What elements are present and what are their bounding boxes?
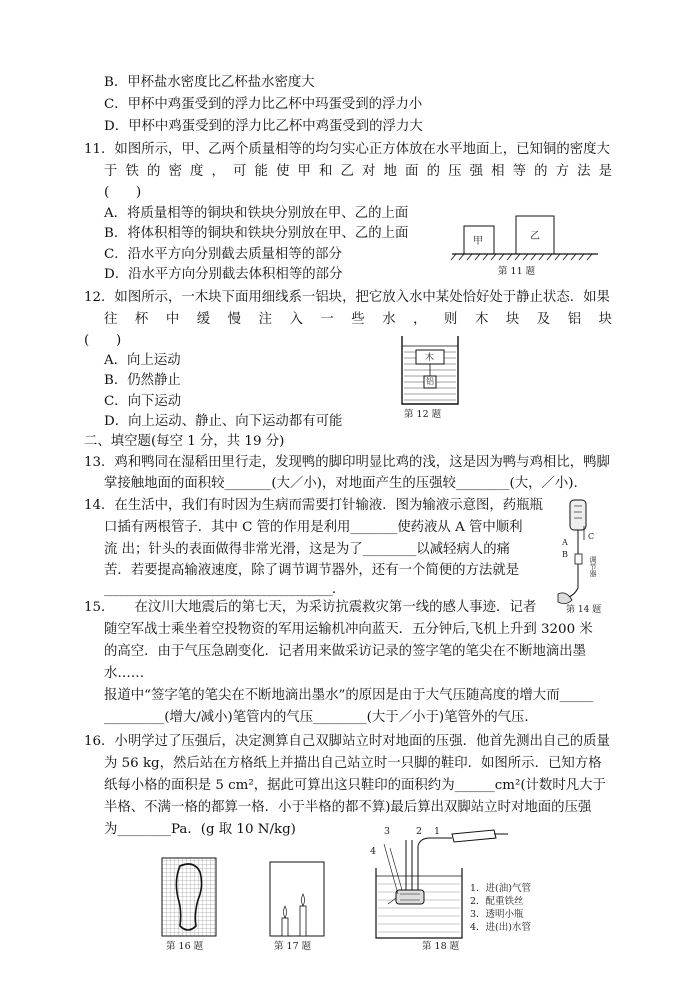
q11-option-c: C．沿水平方向分别截去质量相等的部分 xyxy=(104,247,342,262)
figure-11 xyxy=(448,204,608,277)
fig18-num-1: 1 xyxy=(434,826,441,837)
q12-option-b: B．仍然静止 xyxy=(104,373,181,388)
fig18-num-2: 2 xyxy=(416,826,423,837)
figure-14 xyxy=(552,496,612,614)
q12-option-d: D．向上运动、静止、向下运动都有可能 xyxy=(104,414,343,429)
q15-line1: 15． 在汶川大地震后的第七天，为采访抗震救灾第一线的感人事迹．记者 xyxy=(84,600,537,615)
q16-line2: 为 56 kg，然后站在方格纸上并描出自己站立时一只脚的鞋印．如图所示．已知方格 xyxy=(104,756,602,771)
q11-line3: ( ) xyxy=(104,185,142,200)
q12-line1: 12．如图所示，一木块下面用细线系一铝块，把它放入水中某处恰好处于静止状态．如果 xyxy=(84,290,610,305)
fig11-label-yi: 乙 xyxy=(530,231,540,242)
fig11-label-jia: 甲 xyxy=(473,236,483,247)
fig18-caption: 第 18 题 xyxy=(422,941,460,952)
q15-line4: 水…… xyxy=(104,666,145,681)
q14-line2: 口插有两根管子．其中 C 管的作用是利用_______使药液从 A 管中顺利 xyxy=(104,520,523,535)
q12-line2: 往 杯 中 缓 慢 注 入 一 些 水 ， 则 木 块 及 铝 块 xyxy=(104,312,612,327)
fig12-caption: 第 12 题 xyxy=(404,409,442,420)
figure-16 xyxy=(158,856,220,950)
q16-line4: 半格、不满一格的都算一格．小于半格的都不算)最后算出双脚站立时对地面的压强 xyxy=(104,800,592,815)
q16-line1: 16．小明学过了压强后，决定测算自己双脚站立时对地面的压强．他首先测出自己的质量 xyxy=(84,734,610,749)
prev-option-b: B．甲杯盐水密度比乙杯盐水密度大 xyxy=(104,75,315,90)
fig14-label-c: C xyxy=(588,532,595,541)
fig18-num-3: 3 xyxy=(384,826,391,837)
section-fill-in-title: 二、填空题(每空 1 分，共 19 分) xyxy=(84,434,285,449)
fig18-legend-1: 1．进(油)气管 xyxy=(470,883,531,894)
fig11-caption: 第 11 题 xyxy=(498,266,536,277)
q11-option-b: B．将体积相等的铜块和铁块分别放在甲、乙的上面 xyxy=(104,226,409,241)
q16-line5: 为________Pa．(g 取 10 N/kg) xyxy=(104,822,296,837)
q11-option-a: A．将质量相等的铜块和铁块分别放在甲、乙的上面 xyxy=(104,206,409,221)
fig14-caption: 第 14 题 xyxy=(566,605,602,615)
prev-option-d: D．甲杯中鸡蛋受到的浮力比乙杯中鸡蛋受到的浮力大 xyxy=(104,119,423,134)
q14-line3: 流 出；针头的表面做得非常光滑，这是为了________以减轻病人的痛 xyxy=(104,542,510,557)
q14-line1: 14．在生活中，我们有时因为生病而需要打针输液．图为输液示意图，药瓶瓶 xyxy=(84,498,543,513)
fig18-num-4: 4 xyxy=(370,846,377,857)
q11-line1: 11．如图所示，甲、乙两个质量相等的均匀实心正方体放在水平地面上，已知铜的密度大 xyxy=(84,142,610,157)
q12-option-c: C．向下运动 xyxy=(104,394,182,409)
fig18-legend-3: 3．透明小瓶 xyxy=(470,909,524,920)
q11-line2: 于 铁 的 密 度 ， 可 能 使 甲 和 乙 对 地 面 的 压 强 相 等 的 方 法 是 xyxy=(104,164,612,179)
q12-option-a: A．向上运动 xyxy=(104,353,181,368)
q15-line5: 报道中“签字笔的笔尖在不断地滴出墨水”的原因是由于大气压随高度的增大而_____ xyxy=(104,688,594,703)
q13-line1: 13．鸡和鸭同在湿稻田里行走，发现鸭的脚印明显比鸡的浅，这是因为鸭与鸡相比，鸭脚 xyxy=(84,455,610,470)
fig12-label-wood: 木 xyxy=(425,353,435,363)
q11-option-d: D．沿水平方向分别截去体积相等的部分 xyxy=(104,267,343,282)
figure-18 xyxy=(362,824,612,952)
fig14-label-b: B xyxy=(562,550,568,559)
fig14-label-regulator: 调节器 xyxy=(589,556,597,577)
q14-line4: 苦．若要提高输液速度，除了调节调节器外，还有一个简便的方法就是 xyxy=(104,563,520,578)
figure-17 xyxy=(264,858,330,950)
q12-line3: ( ) xyxy=(84,333,122,348)
fig18-legend-4: 4．进(出)水管 xyxy=(470,922,531,933)
q13-line2: 掌接触地面的面积较_______(大／小)，对地面产生的压强较________(大，／小). xyxy=(104,476,578,491)
fig14-label-a: A xyxy=(562,538,568,547)
q14-line5: ________________________________________． xyxy=(104,582,345,597)
fig17-caption: 第 17 题 xyxy=(274,941,312,952)
q15-line6: _________(增大/减小)笔管内的气压________(大于／小于)笔管外的气压． xyxy=(104,710,538,725)
q15-line3: 的高空．由于气压急剧变化．记者用来做采访记录的签字笔的笔尖在不断地滴出墨 xyxy=(104,644,587,659)
figure-12 xyxy=(396,332,466,420)
fig12-label-aluminum: 铝 xyxy=(426,377,434,386)
q16-line3: 纸每小格的面积是 5 cm²，据此可算出这只鞋印的面积约为______cm²(计数时凡大于 xyxy=(104,778,606,793)
fig18-legend-2: 2．配重铁丝 xyxy=(470,896,524,907)
q15-line2: 随空军战士乘坐着空投物资的军用运输机冲向蓝天．五分钟后,飞机上升到 3200 米 xyxy=(104,622,593,637)
prev-option-c: C．甲杯中鸡蛋受到的浮力比乙杯中玛蛋受到的浮力小 xyxy=(104,97,423,112)
fig16-caption: 第 16 题 xyxy=(166,941,204,952)
